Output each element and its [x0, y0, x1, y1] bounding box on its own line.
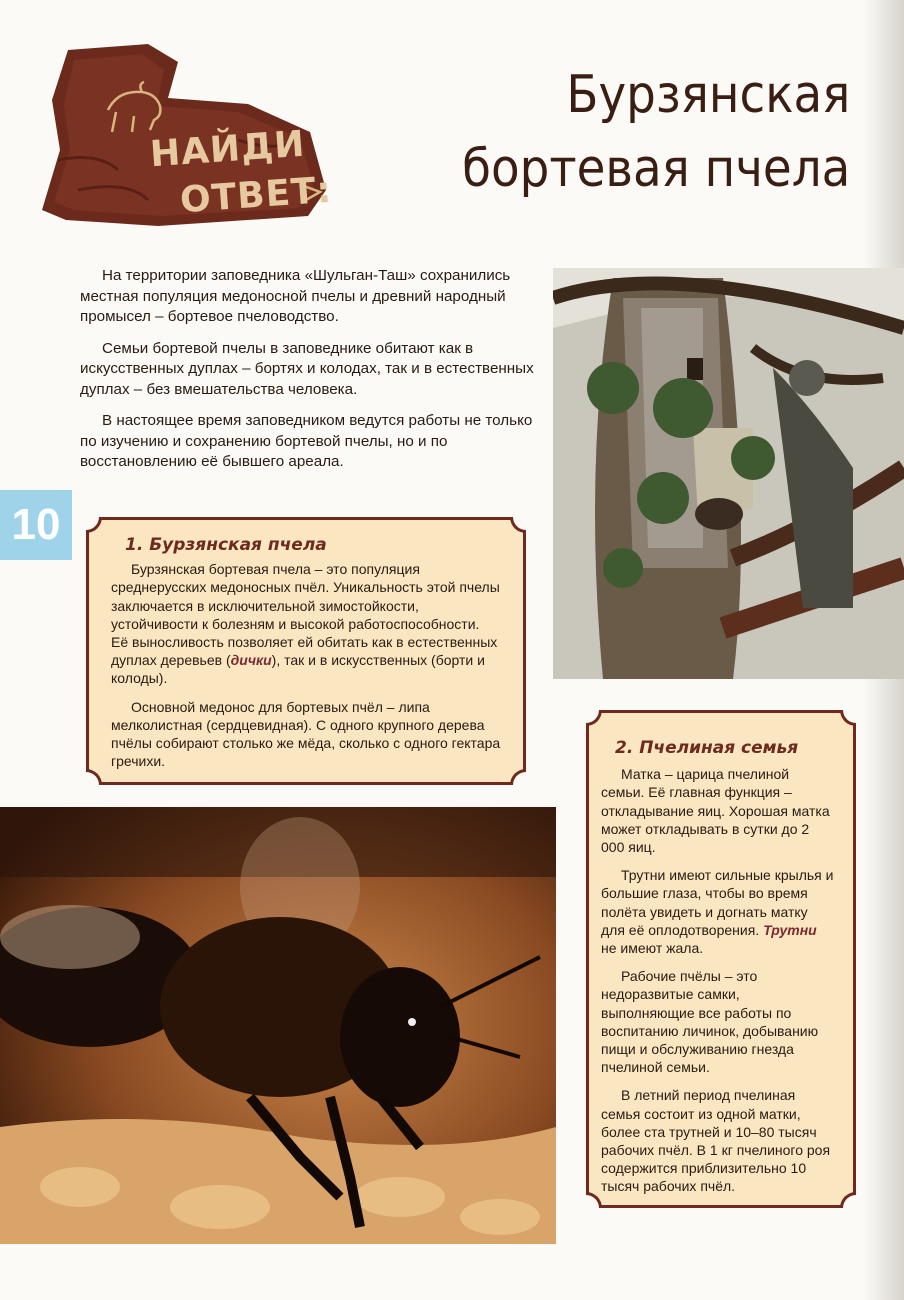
box2-paragraph-1: Матка – царица пчелиной семьи. Её главная функция – откладывание яиц. Хорошая матка может откладывать в сутки до 2 000 яиц.: [601, 766, 830, 856]
title-line-2: бортевая пчела: [461, 139, 850, 199]
page-number: 10: [0, 490, 72, 560]
info-box-burzyan-bee: [86, 517, 526, 785]
box1-paragraph-1: Бурзянская бортевая пчела – это популяция среднерусских медоносных пчёл. Уникальность этой пчелы заключается в исключительной зимостойкости, устойчивости к болезням и высокой работоспособности.: [111, 561, 500, 632]
find-answer-sign: [38, 40, 334, 230]
box2-paragraph-2: Трутни имеют сильные крылья и большие глаза, чтобы во время полёта увидеть и догнать матку для её оплодотворения. Трутни не имеют жала.: [601, 867, 834, 957]
intro-paragraph-1: На территории заповедника «Шульган-Таш» сохранились местная популяция медоносной пчелы и древний народный промысел – бортевое пчеловодство.: [80, 267, 511, 325]
wild-hives-term: дички: [230, 652, 272, 669]
box1-paragraph-2: Её выносливость позволяет ей обитать как в естественных дуплах деревьев (дички), так и в искусственных (борти и колоды).: [111, 634, 498, 687]
sign-line-2: ОТВЕТ:: [178, 169, 334, 222]
drones-term: Трутни: [763, 921, 817, 938]
intro-paragraph-3: В настоящее время заповедником ведутся работы не только по изучению и сохранению бортевой пчелы, но и по восстановлению её бывшего ареала.: [80, 412, 533, 470]
beehive-tree-photo: [553, 268, 904, 679]
box2-paragraph-4: В летний период пчелиная семья состоит из одной матки, более ста трутней и 10–80 тысяч рабочих пчёл. В 1 кг пчелиного роя содержится приблизительно 10 тысяч рабочих пчёл.: [601, 1087, 831, 1195]
intro-text: [80, 266, 548, 484]
title-line-1: Бурзянская: [566, 65, 850, 125]
box2-paragraph-3: Рабочие пчёлы – это недоразвитые самки, выполняющие все работы по воспитанию личинок, добыванию пищи и обслуживанию гнезда пчелиной семьи.: [601, 968, 819, 1076]
intro-paragraph-2: Семьи бортевой пчелы в заповеднике обитают как в искусственных дуплах – бортях и колодах, так и в естественных дуплах – без вмешательства человека.: [80, 339, 534, 398]
box1-paragraph-3: Основной медонос для бортевых пчёл – липа мелколистная (сердцевидная). С одного крупного дерева пчёлы собирают столько же мёда, сколько с одного гектара гречихи.: [111, 698, 501, 770]
bee-closeup-photo: [0, 807, 556, 1244]
box1-heading: 1. Бурзянская пчела: [125, 535, 327, 555]
sign-line-1: НАЙДИ: [148, 123, 307, 176]
page-title: [462, 58, 850, 206]
box2-heading: 2. Пчелиная семья: [615, 738, 799, 758]
info-box-bee-family: [586, 710, 856, 1208]
